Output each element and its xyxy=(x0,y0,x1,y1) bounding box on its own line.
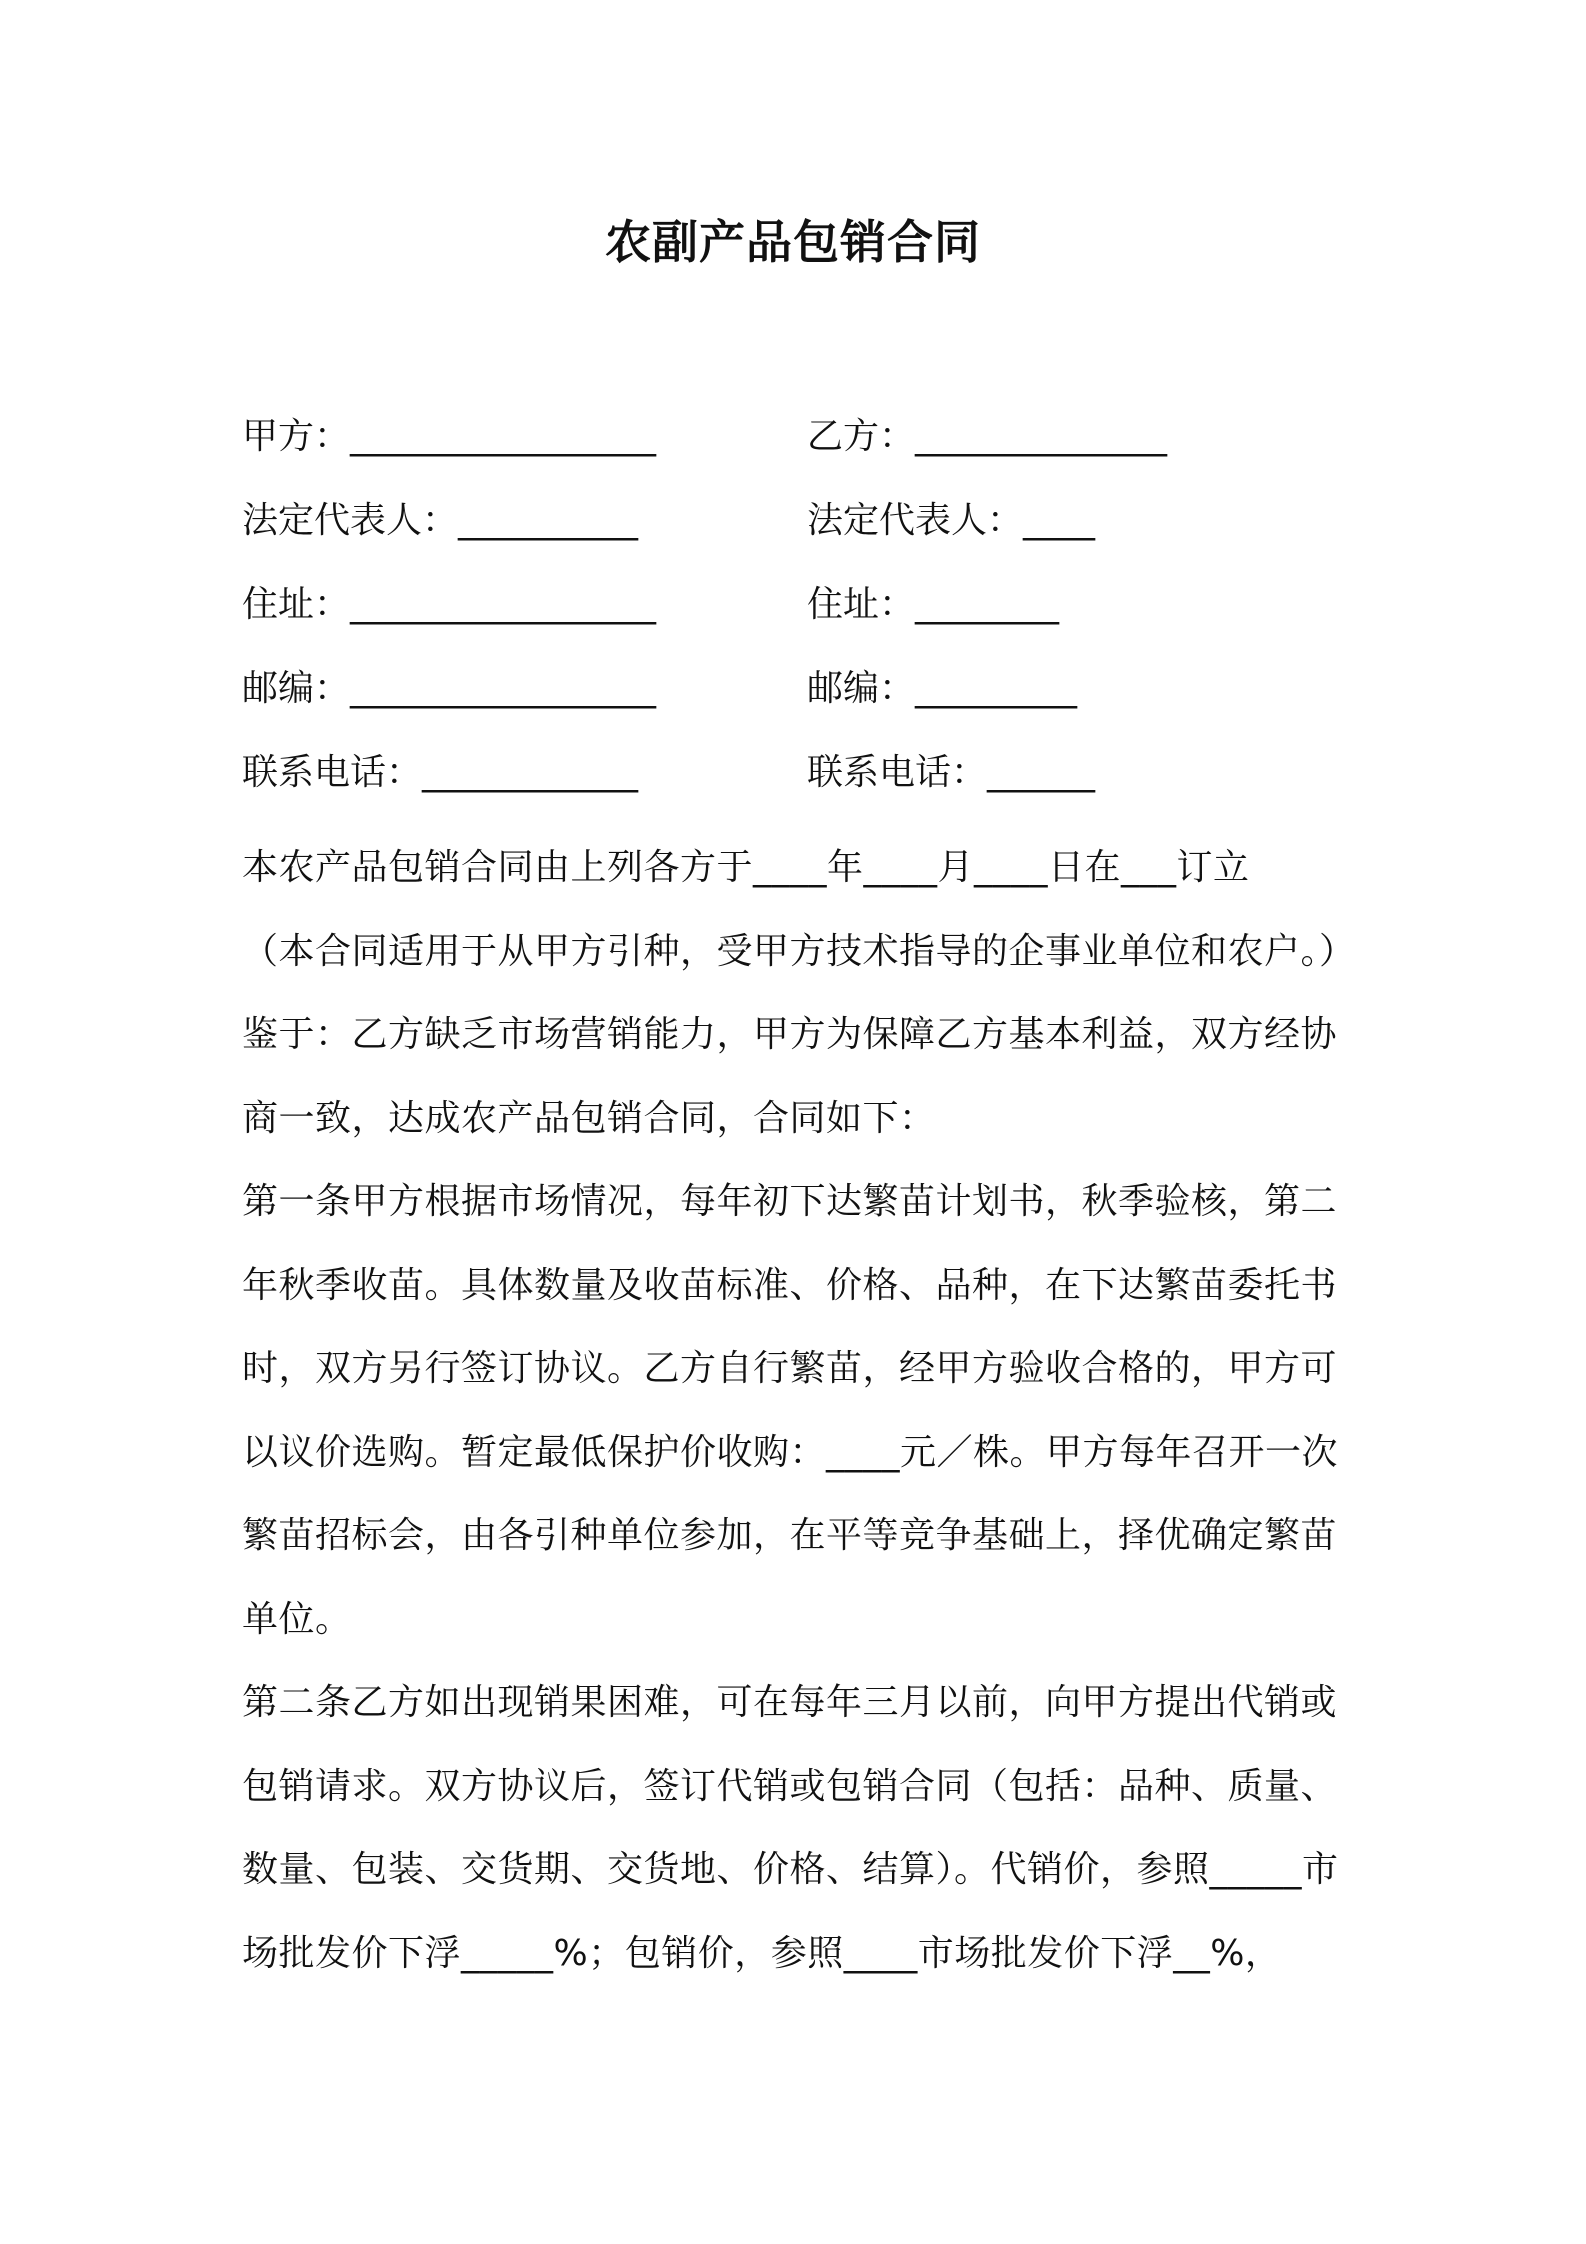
party-a-representative-field: 法定代表人：__________ xyxy=(242,500,639,541)
document-title: 农副产品包销合同 xyxy=(605,215,981,269)
party-b-name-field: 乙方：______________ xyxy=(807,416,1168,457)
party-row-representative xyxy=(242,492,1362,576)
party-row-postcode xyxy=(242,660,1362,744)
party-a-phone-field: 联系电话：____________ xyxy=(242,752,639,793)
party-a-address-field: 住址：_________________ xyxy=(242,584,657,625)
party-a-postcode-field: 邮编：_________________ xyxy=(242,668,657,709)
contract-article-1: 第一条甲方根据市场情况，每年初下达繁苗计划书，秋季验核，第二年秋季收苗。具体数量及收苗标准、价格、品种，在下达繁苗委托书时，双方另行签订协议。乙方自行繁苗，经甲方验收合格的，甲方可以议价选购。暂定最低保护价收购：____元／株。甲方每年召开一次繁苗招标会，由各引种单位参加，在平等竞争基础上，择优确定繁苗单位。 xyxy=(242,1181,1339,1640)
party-b-phone-field: 联系电话：______ xyxy=(807,752,1096,793)
party-b-address-field: 住址：________ xyxy=(807,584,1060,625)
contract-body xyxy=(242,826,1356,1995)
contract-article-2: 第二条乙方如出现销果困难，可在每年三月以前，向甲方提出代销或包销请求。双方协议后，签订代销或包销合同（包括：品种、质量、数量、包装、交货期、交货地、价格、结算）。代销价，参照_____市场批发价下浮_____%；包销价，参照____市场批发价下浮__%， xyxy=(242,1682,1339,1974)
party-a-name-field: 甲方：_________________ xyxy=(242,416,657,457)
party-row-phone xyxy=(242,744,1362,828)
contract-scope-note: （本合同适用于从甲方引种，受甲方技术指导的企事业单位和农户。） xyxy=(242,930,1356,972)
party-b-representative-field: 法定代表人：____ xyxy=(807,500,1096,541)
party-info-block xyxy=(242,408,1362,828)
party-row-party xyxy=(242,408,1362,492)
party-b-postcode-field: 邮编：_________ xyxy=(807,668,1078,709)
party-row-address xyxy=(242,576,1362,660)
contract-preamble: 鉴于：乙方缺乏市场营销能力，甲方为保障乙方基本利益，双方经协商一致，达成农产品包销合同，合同如下： xyxy=(242,1014,1338,1139)
contract-signing-line: 本农产品包销合同由上列各方于____年____月____日在___订立 xyxy=(242,847,1250,888)
